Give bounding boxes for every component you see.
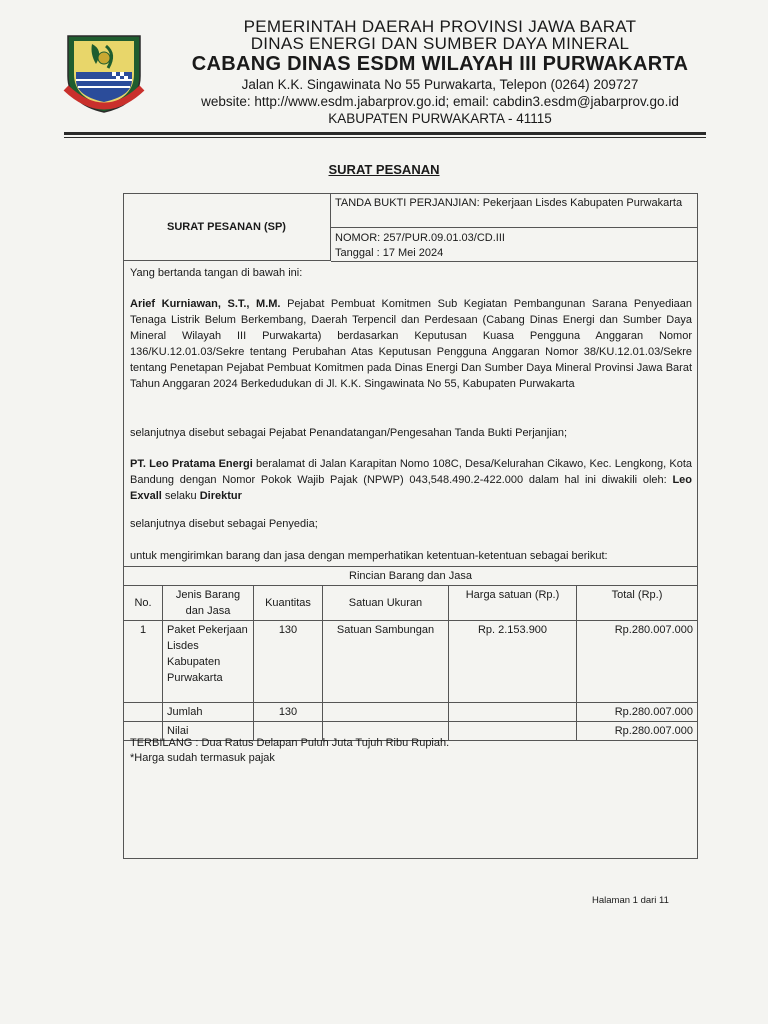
official-paragraph [130, 296, 692, 392]
header-satuan: Satuan Ukuran [323, 586, 449, 621]
row1-harga: Rp. 2.153.900 [449, 621, 577, 703]
letterhead-rule-thick [64, 132, 706, 135]
letterhead-agency: DINAS ENERGI DAN SUMBER DAYA MINERAL [250, 34, 630, 53]
items-header-row [124, 586, 698, 621]
nilai-total: Rp.280.007.000 [577, 722, 698, 741]
sp-divider [331, 227, 698, 228]
sp-number: NOMOR: 257/PUR.09.01.03/CD.III [335, 232, 505, 244]
row1-jenis: Paket Pekerjaan Lisdes Kabupaten Purwakarta [163, 621, 254, 703]
row1-total: Rp.280.007.000 [577, 621, 698, 703]
west-java-emblem-logo [62, 28, 146, 114]
purpose-text: untuk mengirimkan barang dan jasa dengan memperhatikan ketentuan-ketentuan sebagai berikut: [130, 550, 608, 562]
header-no: No. [124, 586, 163, 621]
vendor-paragraph [130, 456, 692, 504]
jumlah-no-cell [124, 703, 163, 722]
page-number: Halaman 1 dari 11 [592, 895, 669, 906]
intro-text: Yang bertanda tangan di bawah ini: [130, 267, 303, 279]
sp-date: Tanggal : 17 Mei 2024 [335, 247, 444, 259]
items-caption: Rincian Barang dan Jasa [124, 567, 698, 586]
vendor-description: beralamat di Jalan Karapitan Nomo 108C, Desa/Kelurahan Cikawo, Kec. Lengkong, Kota Bandung dengan Nomor Pokok Wajib Pajak (NPWP) 043,548.490.2-422.000 dalam hal ini diwakili oleh: [130, 458, 693, 486]
vendor-role: selanjutnya disebut sebagai Penyedia; [130, 518, 318, 530]
official-description: Pejabat Pembuat Komitmen Sub Kegiatan Pembangunan Sarana Penyediaan Tenaga Listrik Belum Berkembang, Daerah Terpencil dan Perdesaan (Cabang Dinas Energi dan Sumber Daya Mineral Wilayah III Purwakarta) berdasarkan Keputusan Kuasa Pengguna Anggaran Nomor 136/KU.12.01.03/Sekre tentang Perubahan Atas Keputusan Pengguna Anggaran Nomor 38/KU.12.01.03/Sekre tentang Penetapan Pejabat Pembuat Komitmen pada Dinas Energi Dan Sumber Daya Mineral Provinsi Jawa Barat Tahun Anggaran 2024 Berkedudukan di Jl. K.K. Singawinata No 55, Kabupaten Purwakarta [130, 298, 692, 390]
row1-kuantitas: 130 [254, 621, 323, 703]
jumlah-harga-cell [449, 703, 577, 722]
items-caption-row [124, 567, 698, 586]
jumlah-satuan-cell [323, 703, 449, 722]
header-jenis: Jenis Barang dan Jasa [163, 586, 254, 621]
letterhead-government: PEMERINTAH DAERAH PROVINSI JAWA BARAT [243, 17, 637, 36]
row1-satuan: Satuan Sambungan [323, 621, 449, 703]
items-table [123, 566, 698, 741]
letterhead-branch: CABANG DINAS ESDM WILAYAH III PURWAKARTA [191, 53, 689, 75]
terbilang-text: TERBILANG : Dua Ratus Delapan Puluh Juta Tujuh Ribu Rupiah. [130, 737, 450, 749]
nilai-label: Nilai [163, 722, 254, 741]
representative-connector: selaku [161, 490, 200, 502]
representative-name: Leo Exvall [130, 474, 692, 502]
letterhead-address: Jalan K.K. Singawinata No 55 Purwakarta, Telepon (0264) 209727 [241, 77, 639, 92]
official-name: Arief Kurniawan, S.T., M.M. [130, 298, 281, 310]
jumlah-row [124, 703, 698, 722]
sp-box-bottom [331, 261, 698, 262]
table-row [124, 621, 698, 703]
jumlah-kuantitas: 130 [254, 703, 323, 722]
header-total: Total (Rp.) [577, 586, 698, 621]
row1-no: 1 [124, 621, 163, 703]
jumlah-total: Rp.280.007.000 [577, 703, 698, 722]
letterhead-regency: KABUPATEN PURWAKARTA - 41115 [328, 111, 552, 126]
agreement-reference: TANDA BUKTI PERJANJIAN: Pekerjaan Lisdes Kabupaten Purwakarta [335, 197, 683, 209]
header-kuantitas: Kuantitas [254, 586, 323, 621]
official-role: selanjutnya disebut sebagai Pejabat Penandatangan/Pengesahan Tanda Bukti Perjanjian; [130, 427, 568, 439]
representative-title: Direktur [199, 490, 242, 502]
jumlah-label: Jumlah [163, 703, 254, 722]
sp-label: SURAT PESANAN (SP) [123, 193, 331, 261]
vendor-name: PT. Leo Pratama Energi [130, 458, 253, 470]
letterhead [160, 18, 720, 127]
letterhead-contact: website: http://www.esdm.jabarprov.go.id; email: cabdin3.esdm@jabarprov.go.id [201, 94, 679, 109]
document-title: SURAT PESANAN [328, 162, 440, 177]
letterhead-rule-thin [64, 137, 706, 138]
sp-number-date [335, 231, 685, 261]
header-harga: Harga satuan (Rp.) [449, 586, 577, 621]
tax-note: *Harga sudah termasuk pajak [130, 752, 275, 764]
